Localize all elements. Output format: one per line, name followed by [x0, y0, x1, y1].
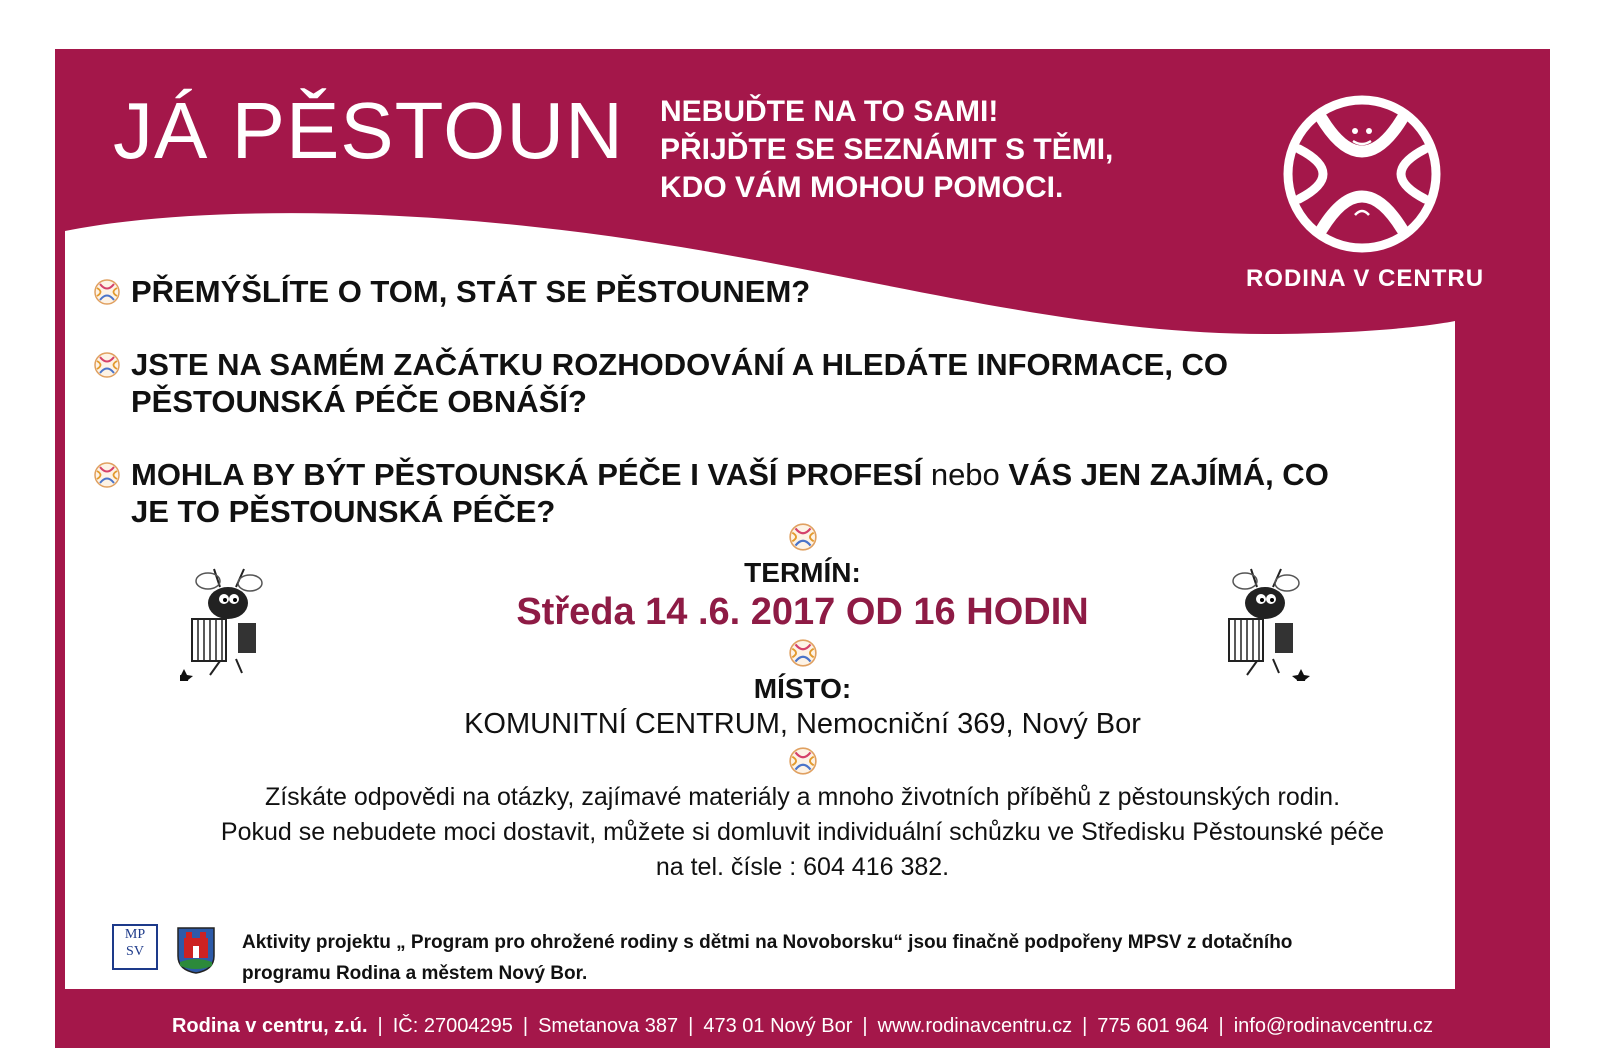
place-address: , Nemocniční 369, Nový Bor — [779, 708, 1141, 740]
question-item — [93, 456, 1513, 530]
event-place — [55, 706, 1550, 742]
footer-city: 473 01 Nový Bor — [703, 1015, 853, 1037]
description-line: Získáte odpovědi na otázky, zajímavé materiály a mnoho životních příběhů z pěstounských rodin. — [264, 783, 1341, 811]
footer-web[interactable]: www.rodinavcentru.cz — [877, 1015, 1073, 1037]
tagline-line: KDO VÁM MOHOU POMOCI. — [660, 171, 1064, 204]
funding-line: Aktivity projektu „ Program pro ohrožené rodiny s dětmi na Novoborsku“ jsou finačně podpořeny MPSV z dotačního — [242, 932, 1293, 953]
footer-street: Smetanova 387 — [538, 1015, 679, 1037]
place-name: KOMUNITNÍ CENTRUM — [464, 708, 780, 740]
rodina-bullet-icon — [93, 351, 121, 379]
term-label: TERMÍN: — [744, 557, 861, 588]
description — [55, 780, 1550, 885]
bee-accordion-illustration — [180, 561, 280, 681]
footer-org: Rodina v centru, z.ú. — [171, 1015, 368, 1037]
funding-note — [242, 927, 1472, 989]
rodina-bullet-icon — [93, 278, 121, 306]
tagline — [660, 93, 1113, 207]
description-line: na tel. čísle : 604 416 382. — [655, 853, 950, 881]
funding-line: programu Rodina a městem Nový Bor. — [242, 963, 588, 984]
tagline-line: NEBUĎTE NA TO SAMI! — [660, 95, 999, 128]
question-item — [93, 346, 1513, 420]
question-text — [131, 456, 1513, 493]
mpsv-logo-text: SV — [126, 944, 144, 959]
rodina-separator-icon — [788, 746, 818, 776]
main-title: JÁ PĚSTOUN — [113, 86, 624, 175]
footer-phone[interactable]: 775 601 964 — [1097, 1015, 1209, 1037]
description-line: Pokud se nebudete moci dostavit, můžete si domluvit individuální schůzku ve Středisku Pěstounské péče — [220, 818, 1385, 846]
question-text: PŘEMÝŠLÍTE O TOM, STÁT SE PĚSTOUNEM? — [131, 274, 811, 309]
bee-accordion-illustration — [1217, 561, 1317, 681]
place-label: MÍSTO: — [753, 673, 852, 704]
novy-bor-crest-icon — [176, 926, 216, 974]
rodina-separator-icon — [788, 638, 818, 668]
mpsv-logo-text: MP — [124, 927, 146, 942]
footer-email[interactable]: info@rodinavcentru.cz — [1233, 1015, 1434, 1037]
question-text-part: VÁS JEN ZAJÍMÁ, CO — [1008, 457, 1329, 492]
question-text: PĚSTOUNSKÁ PÉČE OBNÁŠÍ? — [131, 384, 587, 419]
rodina-v-centru-logo-icon — [1277, 89, 1447, 259]
tagline-line: PŘIJĎTE SE SEZNÁMIT S TĚMI, — [660, 133, 1114, 166]
rodina-bullet-icon — [93, 461, 121, 489]
rodina-separator-icon — [788, 522, 818, 552]
poster-frame — [55, 49, 1550, 1048]
event-date: Středa 14 .6. 2017 OD 16 HODIN — [516, 591, 1089, 633]
logo-text: RODINA V CENTRU — [1245, 265, 1485, 292]
question-text: JSTE NA SAMÉM ZAČÁTKU ROZHODOVÁNÍ A HLEDÁTE INFORMACE, CO — [131, 347, 1229, 382]
question-item — [93, 273, 1513, 310]
mpsv-logo — [112, 924, 158, 970]
question-text-part: MOHLA BY BÝT PĚSTOUNSKÁ PÉČE I VAŠÍ PROFESÍ — [131, 457, 923, 492]
question-connector: nebo — [930, 457, 1000, 492]
question-list — [93, 273, 1513, 530]
contact-footer: Rodina v centru, z.ú. | IČ: 27004295 | Smetanova 387 | 473 01 Nový Bor | www.rodinavcentru.cz | 775 601 964 | info@rodinavcentru.cz — [171, 1015, 1434, 1037]
question-text: JE TO PĚSTOUNSKÁ PÉČE? — [131, 494, 556, 529]
footer-ic: IČ: 27004295 — [392, 1015, 513, 1037]
